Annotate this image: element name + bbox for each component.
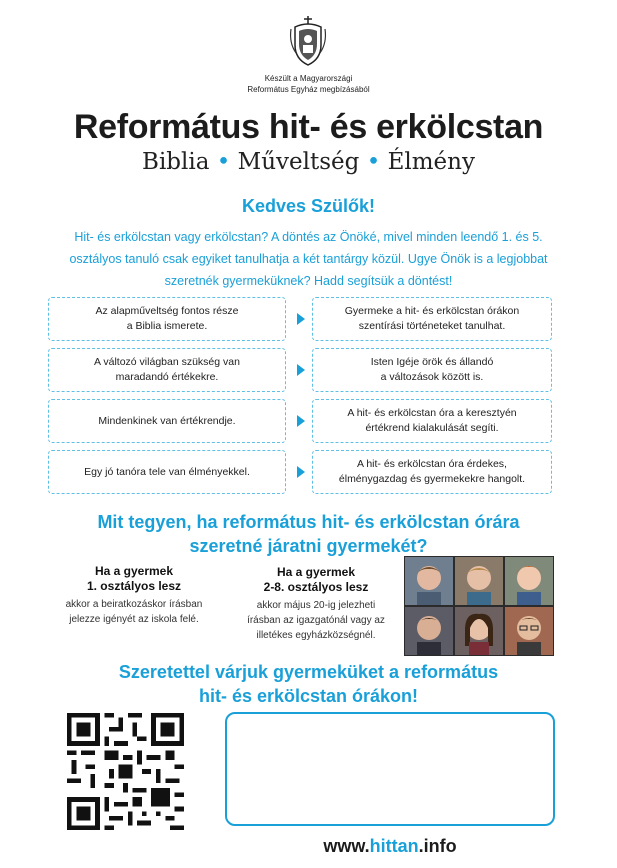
reason-right-3 — [312, 399, 552, 443]
question-line-1: Mit tegyen, ha református hit- és erkölcstan órára — [97, 512, 520, 532]
reason-text: A hit- és erkölcstan óra érdekes, — [356, 458, 507, 470]
intro-paragraph: Hit- és erkölcstan vagy erkölcstan? A döntés az Önöké, mivel minden leendő 1. és 5. osztályos tanuló csak egyiket tanulhatja a két tantárgy közül. Ugye Önök is a legjobbat szeretnék gyermeküknek? Hadd segítsük a döntést! — [69, 230, 548, 288]
reason-text: a Biblia ismerete. — [126, 320, 208, 332]
reason-text: A hit- és erkölcstan óra a keresztyén — [347, 407, 517, 419]
reason-text: a változások között is. — [380, 371, 484, 383]
website-prefix: www. — [323, 836, 370, 856]
page-title: Református hit- és erkölcstan — [73, 108, 544, 146]
subtitle-separator-2: • — [366, 149, 381, 175]
reason-text: Isten Igéje örök és állandó — [370, 356, 494, 368]
reason-left-2 — [48, 348, 286, 392]
made-by-line-1: Készült a Magyarországi — [264, 74, 353, 83]
grade-2-body-1: akkor május 20-ig jelezheti — [256, 600, 376, 611]
reason-text: értékrend kialakulását segíti. — [365, 422, 499, 434]
website-link[interactable] — [225, 836, 555, 857]
reason-text: Egy jó tanóra tele van élményekkel. — [84, 465, 250, 478]
website-accent: hittan — [369, 836, 419, 856]
grade-1-body-1: akkor a beiratkozáskor írásban — [65, 599, 203, 610]
grade-1-head-1: Ha a gyermek — [94, 564, 174, 578]
grade-2-head-2: 2-8. osztályos lesz — [263, 580, 369, 594]
church-crest-icon — [288, 15, 328, 67]
reason-right-4 — [312, 450, 552, 494]
grade-1-head-2: 1. osztályos lesz — [86, 579, 182, 593]
arrow-right-icon — [297, 466, 305, 478]
reason-text: Az alapműveltség fontos része — [95, 305, 239, 317]
reason-text: szentírási történeteket tanulhat. — [358, 320, 506, 332]
reason-left-1 — [48, 297, 286, 341]
reason-left-3 — [48, 399, 286, 443]
question-line-2: szeretné járatni gyermekét? — [189, 536, 428, 556]
welcome-line-2: hit- és erkölcstan órákon! — [198, 686, 419, 706]
reason-left-4 — [48, 450, 286, 494]
grade-1-body-2: jelezze igényét az iskola felé. — [69, 614, 199, 625]
reason-text: Gyermeke a hit- és erkölcstan órákon — [344, 305, 520, 317]
reason-right-2 — [312, 348, 552, 392]
question-heading — [0, 510, 617, 558]
reason-text: maradandó értékekre. — [115, 371, 219, 383]
grade-1-info — [48, 564, 220, 627]
subtitle-word-1: Biblia — [142, 149, 210, 175]
grade-2-8-info — [232, 565, 400, 643]
made-by-note — [150, 73, 467, 95]
grade-2-body-2: írásban az igazgatónál vagy az — [247, 615, 385, 626]
qr-code-icon[interactable] — [67, 713, 184, 830]
arrow-right-icon — [297, 364, 305, 376]
children-portraits-icon — [404, 556, 554, 656]
parish-stamp-box — [225, 712, 555, 826]
subtitle — [0, 149, 617, 175]
grade-2-head-1: Ha a gyermek — [276, 565, 356, 579]
greeting-heading: Kedves Szülők! — [241, 196, 376, 216]
subtitle-word-3: Élmény — [387, 149, 475, 175]
arrow-right-icon — [297, 313, 305, 325]
arrow-right-icon — [297, 415, 305, 427]
grade-2-body-3: illetékes egyházközségnél. — [256, 630, 376, 641]
subtitle-separator-1: • — [216, 149, 231, 175]
reason-text: A változó világban szükség van — [94, 356, 240, 368]
made-by-line-2: Református Egyház megbízásából — [247, 85, 370, 94]
reason-right-1 — [312, 297, 552, 341]
welcome-heading — [0, 660, 617, 708]
subtitle-word-2: Műveltség — [237, 149, 360, 175]
website-suffix: .info — [418, 836, 457, 856]
reason-text: Mindenkinek van értékrendje. — [98, 414, 236, 427]
reason-text: élménygazdag és gyermekekre hangolt. — [338, 473, 526, 485]
welcome-line-1: Szeretettel várjuk gyermeküket a református — [118, 662, 499, 682]
